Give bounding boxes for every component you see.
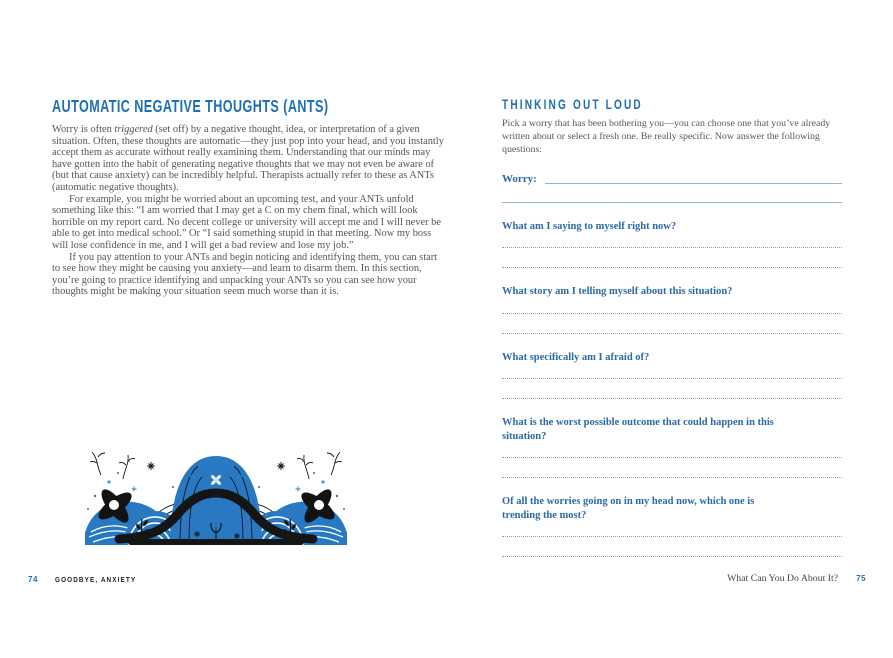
left-body-text (52, 124, 444, 298)
right-footer (727, 573, 866, 584)
chapter-title: What Can You Do About It? (727, 573, 839, 584)
paragraph-1-italic: triggered (114, 124, 153, 135)
paragraph-3: If you pay attention to your ANTs and begin noticing and identifying them, you can start to see how they might be causing you anxiety—and learn to disarm them. In this section, you’re going to practice identifying and unpacking your ANTs so you can see how your thoughts might be making your situation seem much worse than it is. (52, 251, 438, 298)
question-4-answer-line-2[interactable] (502, 477, 842, 478)
question-3-label: What specifically am I afraid of? (502, 351, 650, 363)
section-title-thinking-out-loud: THINKING OUT LOUD (502, 96, 643, 112)
left-page (52, 96, 444, 298)
question-3-answer-line-1[interactable] (502, 378, 842, 379)
question-1-label: What am I saying to myself right now? (502, 220, 677, 232)
section-title-ants: AUTOMATIC NEGATIVE THOUGHTS (ANTS) (52, 96, 329, 116)
question-1-answer-line-1[interactable] (502, 247, 842, 248)
paragraph-1 (52, 124, 444, 194)
right-page-number: 75 (856, 574, 866, 583)
question-2-label: What story am I telling myself about this situation? (502, 286, 733, 298)
exercise-intro: Pick a worry that has been bothering you—you can choose one that you’ve already written about or select a fresh one. Be really specific. Now answer the following questions: (502, 118, 831, 155)
question-5-label: Of all the worries going on in my head now, which one is trending the most? (502, 496, 755, 521)
worry-answer-line-1[interactable] (545, 183, 842, 184)
paragraph-1-post: (set off) by a negative thought, idea, or interpretation of a given situation. Often, these thoughts are automatic—they just pop into your head, and you instantly accept them as accurate without really examining them. Understanding that our minds may have gotten into the habit of generating negative thoughts that we may not even be aware of (but that cause anxiety) can be incredibly helpful. Therapists actually refer to these as ANTs (automatic negative thoughts). (52, 124, 444, 193)
question-3-answer-line-2[interactable] (502, 398, 842, 399)
right-page (502, 96, 842, 557)
question-4-answer-line-1[interactable] (502, 457, 842, 458)
question-2-answer-line-1[interactable] (502, 313, 842, 314)
worry-field-row (502, 173, 842, 185)
question-4-label: What is the worst possible outcome that could happen in this situation? (502, 417, 774, 442)
question-5-answer-line-1[interactable] (502, 536, 842, 537)
ants-landscape-illustration (85, 449, 347, 546)
paragraph-2: For example, you might be worried about an upcoming test, and your ANTs unfold something like this: “I am worried that I may get a C on my chem final, which will look horrible on my report card. No decent college or university will accept me and I will never be able to get into medical school.” Or “I said something stupid in that meeting. Now my boss will lose confidence in me, and I will get a bad review and lose my job.” (52, 193, 441, 251)
book-title: GOODBYE, ANXIETY (54, 575, 137, 584)
left-page-number: 74 (28, 575, 38, 584)
question-5-answer-line-2[interactable] (502, 556, 842, 557)
question-2-answer-line-2[interactable] (502, 333, 842, 334)
question-1-answer-line-2[interactable] (502, 267, 842, 268)
paragraph-1-pre: Worry is often (52, 124, 115, 135)
left-footer (28, 575, 150, 584)
worry-label: Worry: (502, 172, 537, 185)
worry-answer-line-2[interactable] (502, 202, 842, 203)
